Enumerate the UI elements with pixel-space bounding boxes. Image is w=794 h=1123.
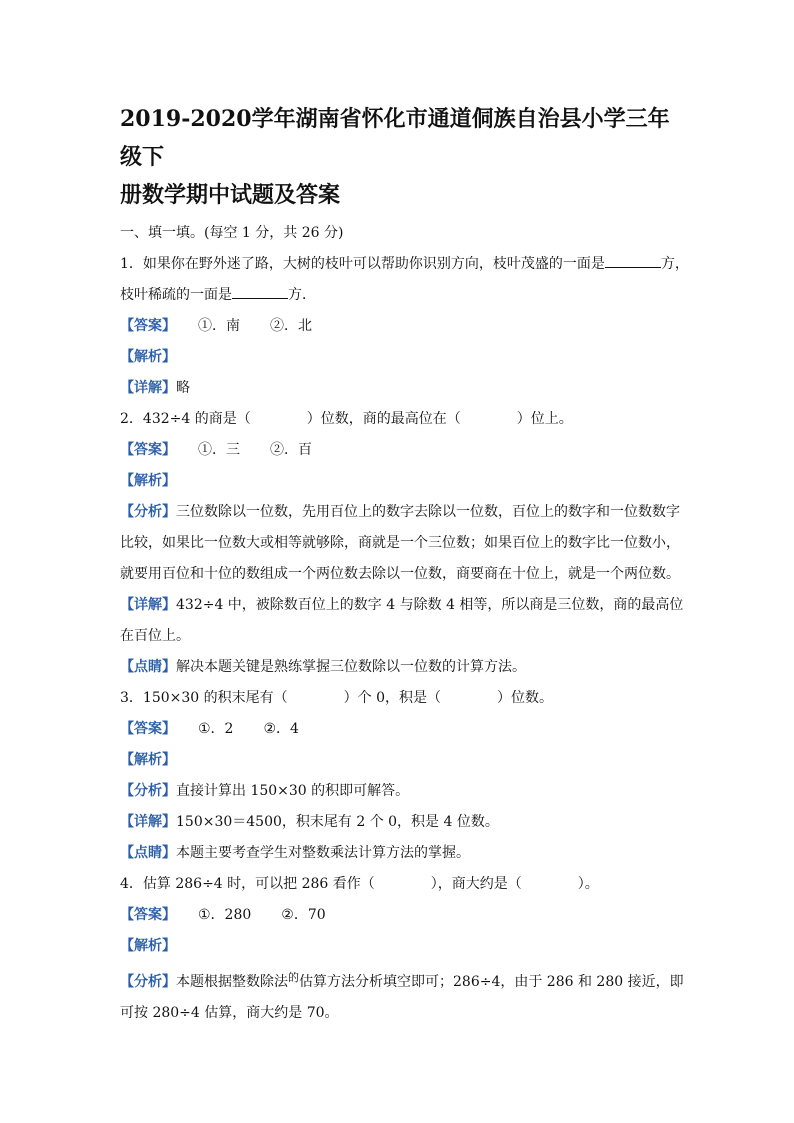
q4-answer-2: ②．70: [281, 907, 326, 923]
q2-text-c: ）位上。: [516, 411, 573, 427]
q2-answer-2: ②．百: [270, 442, 312, 458]
q1-answer: [120, 311, 690, 342]
q4-fenxi: [120, 962, 690, 1029]
dianjing-label: 【点睛】: [120, 659, 176, 675]
q2-analysis: [120, 466, 690, 497]
q1-detail: [120, 373, 690, 404]
q3-analysis: [120, 745, 690, 776]
fenxi-label: 【分析】: [120, 783, 176, 799]
q1-analysis: [120, 342, 690, 373]
q2-answer-1: ①．三: [198, 442, 240, 458]
q1-text-c: 枝叶稀疏的一面是: [120, 287, 232, 303]
fenxi-label: 【分析】: [120, 504, 176, 520]
q1-text-b: 方，: [660, 256, 689, 272]
analysis-label: 【解析】: [120, 938, 176, 954]
dianjing-label: 【点睛】: [120, 845, 176, 861]
q4-answer-1: ①．280: [198, 907, 252, 923]
q3-text-b: ）个 0，积是（: [343, 690, 441, 706]
q3-fenxi-text: 直接计算出 150×30 的积即可解答。: [176, 783, 410, 799]
section-heading: 一、填一填。(每空 1 分，共 26 分): [120, 225, 344, 241]
q4-answer: [120, 900, 690, 931]
q1-text-d: 方．: [288, 287, 316, 303]
q3-text-c: ）位数。: [496, 690, 553, 706]
answer-label: 【答案】: [120, 442, 176, 458]
q3-answer-2: ②．4: [263, 721, 299, 737]
question-1: [120, 249, 690, 280]
q4-text-c: ）。: [577, 876, 599, 892]
q2-fenxi: [120, 497, 690, 590]
q1-detail-text: 略: [176, 380, 190, 396]
title-line-1: 2019-2020学年湖南省怀化市通道侗族自治县小学三年级下: [120, 106, 670, 170]
q2-answer: [120, 435, 690, 466]
q2-text-a: 2．432÷4 的商是（: [120, 411, 251, 427]
q4-fenxi-text-b: 估算方法分析填空即可；286÷4，由于 286 和 280 接近，即可按 280÷4 估算，商大约是 70。: [120, 974, 684, 1021]
answer-label: 【答案】: [120, 907, 176, 923]
question-2: [120, 404, 690, 435]
q2-dianjing: [120, 652, 690, 683]
q4-analysis: [120, 931, 690, 962]
document-title: [120, 100, 690, 214]
q3-answer: [120, 714, 690, 745]
fenxi-label: 【分析】: [120, 974, 176, 990]
question-4: [120, 869, 690, 900]
detail-label: 【详解】: [120, 380, 176, 396]
title-line-2: 册数学期中试题及答案: [120, 182, 341, 208]
q2-dianjing-text: 解决本题关键是熟练掌握三位数除以一位数的计算方法。: [176, 659, 526, 675]
q2-detail: [120, 590, 690, 652]
detail-label: 【详解】: [120, 814, 176, 830]
q3-fenxi: [120, 776, 690, 807]
q4-fenxi-text-a: 本题根据整数除法: [176, 974, 288, 990]
q1-blank-2: [232, 284, 288, 299]
q1-answer-2: ②．北: [270, 318, 312, 334]
document-page: [120, 100, 690, 1029]
q4-text-a: 4．估算 286÷4 时，可以把 286 看作（: [120, 876, 375, 892]
q3-text-a: 3．150×30 的积末尾有（: [120, 690, 288, 706]
detail-label: 【详解】: [120, 597, 176, 613]
q3-detail: [120, 807, 690, 838]
q2-fenxi-text: 三位数除以一位数，先用百位上的数字去除以一位数，百位上的数字和一位数数字比较，如果比一位数大或相等就够除，商就是一个三位数；如果百位上的数字比一位数小，就要用百位和十位的数组成一个两位数去除以一位数，商要商在十位上，就是一个两位数。: [120, 504, 680, 582]
question-1-cont: [120, 280, 690, 311]
q4-text-b: ），商大约是（: [430, 876, 522, 892]
q4-fenxi-sup: 的: [288, 971, 299, 984]
analysis-label: 【解析】: [120, 473, 176, 489]
q1-answer-1: ①．南: [198, 318, 240, 334]
answer-label: 【答案】: [120, 318, 176, 334]
q2-detail-text: 432÷4 中，被除数百位上的数字 4 与除数 4 相等，所以商是三位数，商的最高位在百位上。: [120, 597, 684, 644]
q3-dianjing-text: 本题主要考查学生对整数乘法计算方法的掌握。: [176, 845, 470, 861]
q2-text-b: ）位数，商的最高位在（: [306, 411, 461, 427]
q3-dianjing: [120, 838, 690, 869]
q3-detail-text: 150×30＝4500，积末尾有 2 个 0，积是 4 位数。: [176, 814, 499, 830]
q3-answer-1: ①．2: [198, 721, 234, 737]
q1-text-a: 1．如果你在野外迷了路，大树的枝叶可以帮助你识别方向，枝叶茂盛的一面是: [120, 256, 605, 272]
question-3: [120, 683, 690, 714]
q1-blank-1: [605, 253, 661, 268]
answer-label: 【答案】: [120, 721, 176, 737]
analysis-label: 【解析】: [120, 752, 176, 768]
analysis-label: 【解析】: [120, 349, 176, 365]
